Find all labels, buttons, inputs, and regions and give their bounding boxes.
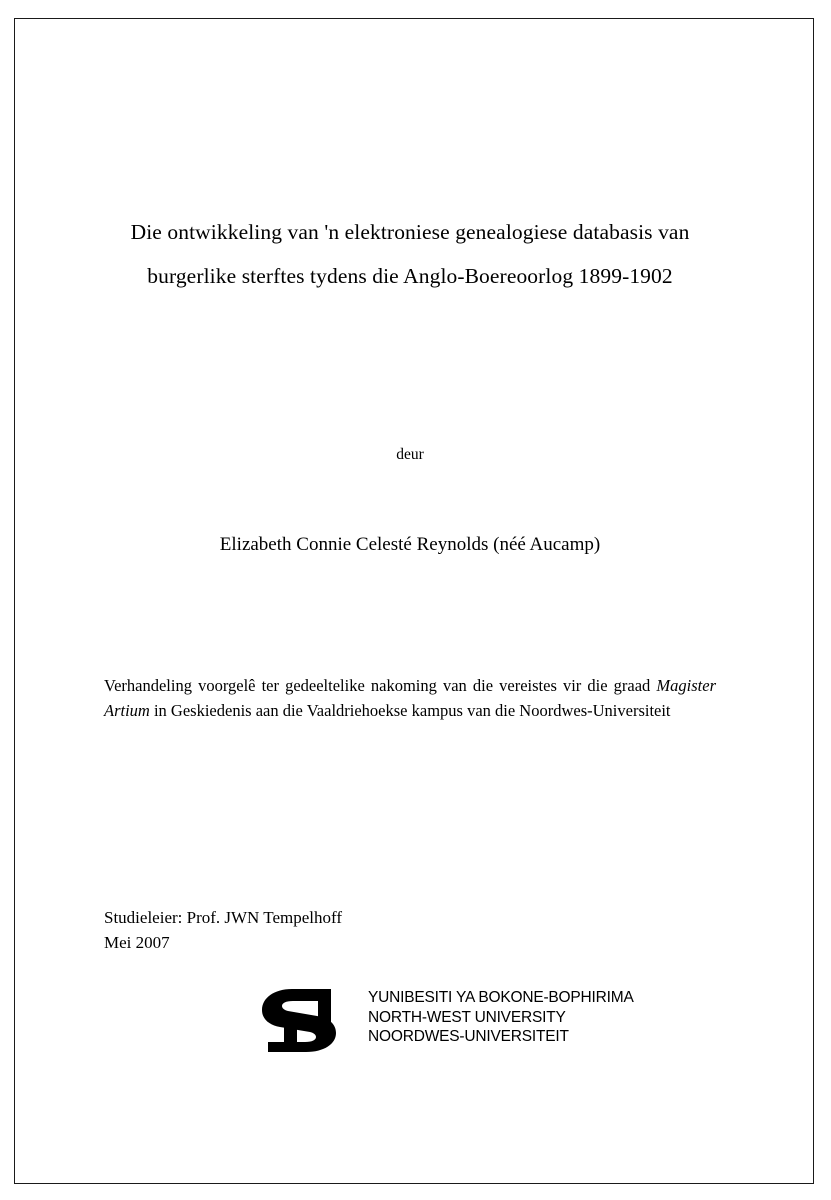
statement-part-1: Verhandeling voorgelê ter gedeeltelike nakoming van die vereistes vir die graad [104,676,657,695]
logo-text [368,988,634,1047]
logo-line-1: YUNIBESITI YA BOKONE-BOPHIRIMA [368,989,634,1006]
title-line-2: burgerlike sterftes tydens die Anglo-Boereoorlog 1899-1902 [147,264,673,288]
date-line: Mei 2007 [104,933,170,952]
statement-part-2: in Geskiedenis aan die Vaaldriehoekse kampus van die Noordwes-Universiteit [149,701,671,720]
supervisor-line: Studieleier: Prof. JWN Tempelhoff [104,908,343,927]
university-logo [256,982,656,1057]
degree-name: Magister Artium [104,676,716,720]
degree-statement [104,673,716,723]
by-label: deur [396,446,424,463]
nwu-mark-icon [256,986,366,1054]
logo-line-2: NORTH-WEST UNIVERSITY [368,1008,566,1026]
title-line-1: Die ontwikkeling van 'n elektroniese genealogiese databasis van [130,220,690,244]
thesis-title [90,210,730,298]
page-content [90,18,730,1184]
supervisor-block [104,905,604,955]
author-name: Elizabeth Connie Celesté Reynolds (néé Aucamp) [219,534,601,555]
logo-line-3: NOORDWES-UNIVERSITEIT [368,1028,569,1045]
